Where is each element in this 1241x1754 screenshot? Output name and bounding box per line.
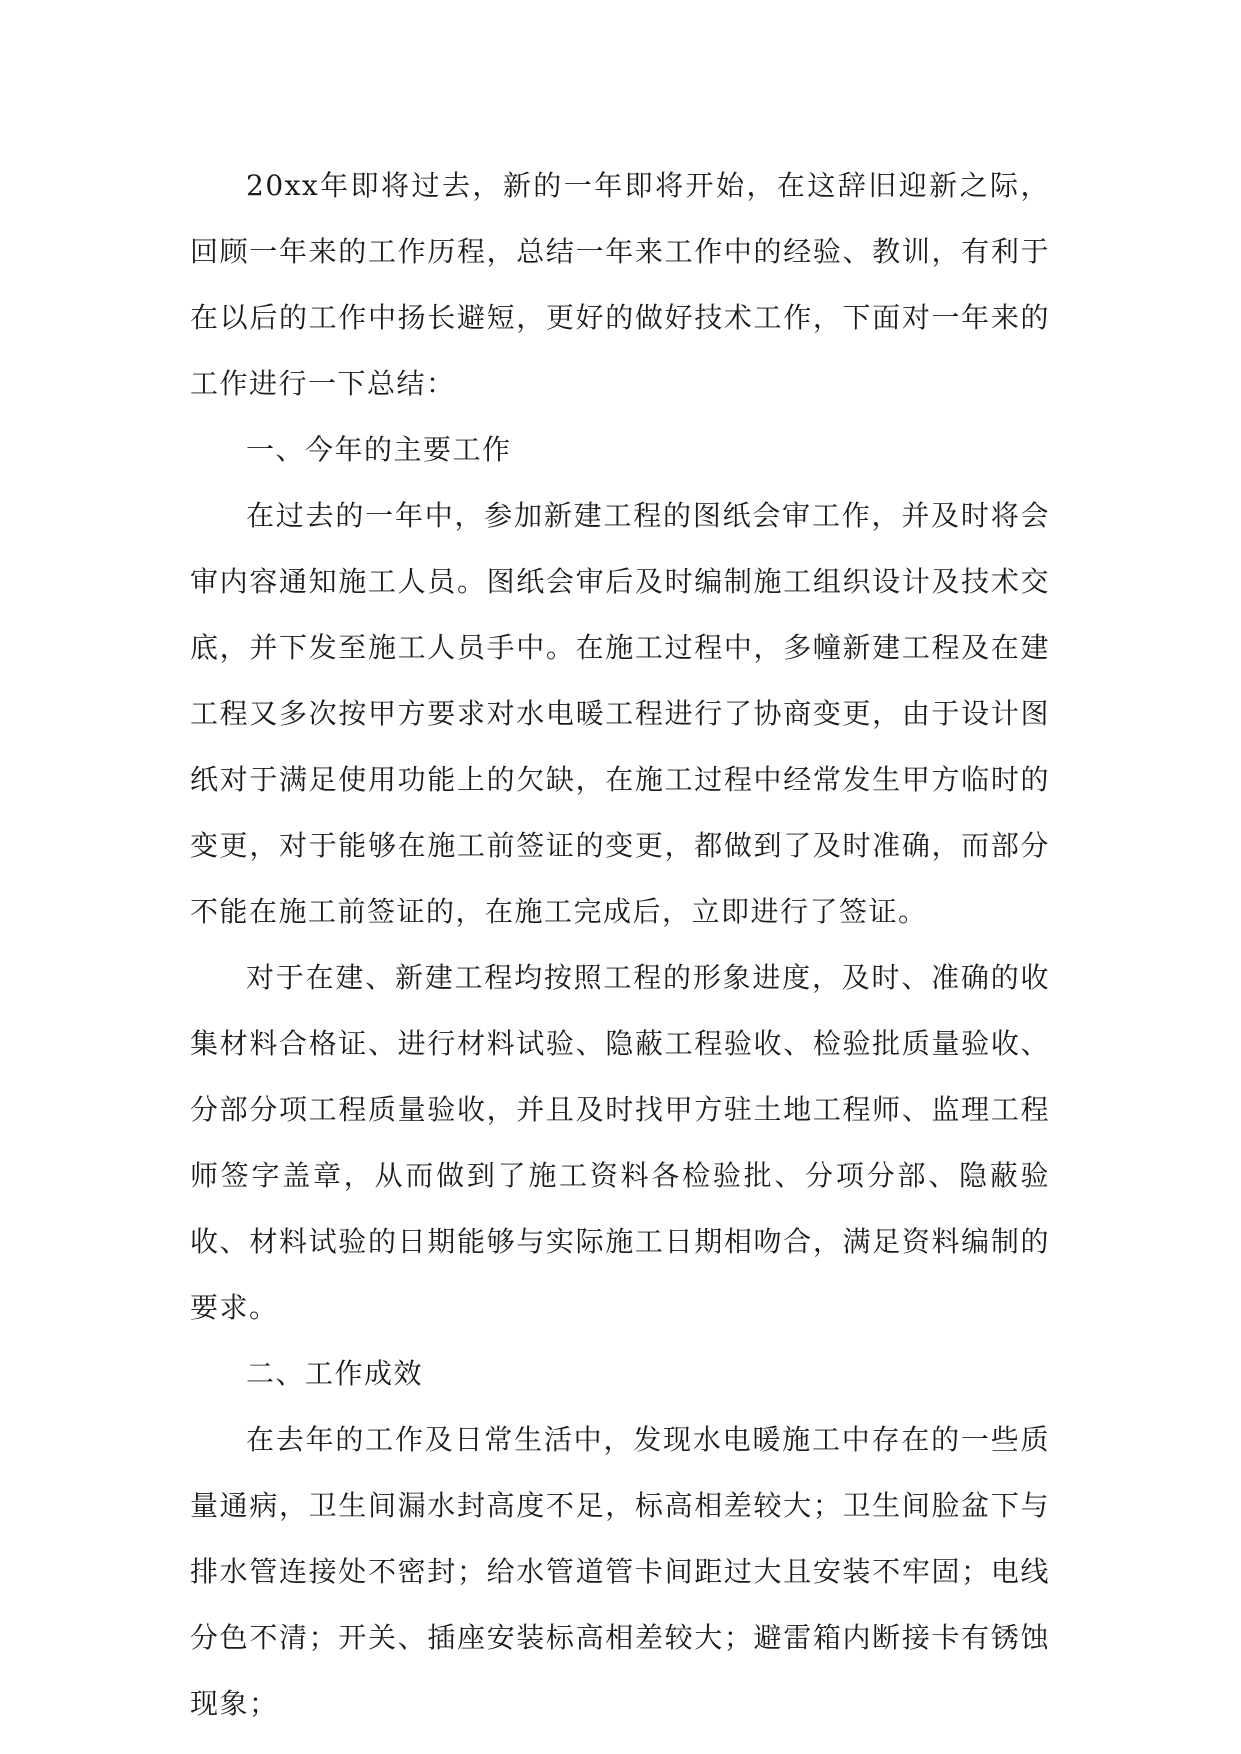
intro-paragraph: 20xx年即将过去，新的一年即将开始，在这辞旧迎新之际，回顾一年来的工作历程，总结一年来工作中的经验、教训，有利于在以后的工作中扬长避短，更好的做好技术工作，下面对一年来的工作进行一下总结： — [190, 169, 1050, 400]
paragraph-material-inspection: 对于在建、新建工程均按照工程的形象进度，及时、准确的收集材料合格证、进行材料试验、隐蔽工程验收、检验批质量验收、分部分项工程质量验收，并且及时找甲方驻土地工程师、监理工程师签字盖章，从而做到了施工资料各检验批、分项分部、隐蔽验收、材料试验的日期能够与实际施工日期相吻合，满足资料编制的要求。 — [190, 961, 1050, 1324]
section-heading-results: 二、工作成效 — [246, 1357, 424, 1390]
section-heading-main-work: 一、今年的主要工作 — [246, 433, 512, 466]
document-body — [190, 153, 1050, 1737]
paragraph-quality-issues: 在去年的工作及日常生活中，发现水电暖施工中存在的一些质量通病，卫生间漏水封高度不足，标高相差较大；卫生间脸盆下与排水管连接处不密封；给水管道管卡间距过大且安装不牢固；电线分色不清；开关、插座安装标高相差较大；避雷箱内断接卡有锈蚀现象； — [190, 1423, 1050, 1720]
paragraph-drawing-review: 在过去的一年中，参加新建工程的图纸会审工作，并及时将会审内容通知施工人员。图纸会审后及时编制施工组织设计及技术交底，并下发至施工人员手中。在施工过程中，多幢新建工程及在建工程又多次按甲方要求对水电暖工程进行了协商变更，由于设计图纸对于满足使用功能上的欠缺，在施工过程中经常发生甲方临时的变更，对于能够在施工前签证的变更，都做到了及时准确，而部分不能在施工前签证的，在施工完成后，立即进行了签证。 — [190, 499, 1050, 928]
